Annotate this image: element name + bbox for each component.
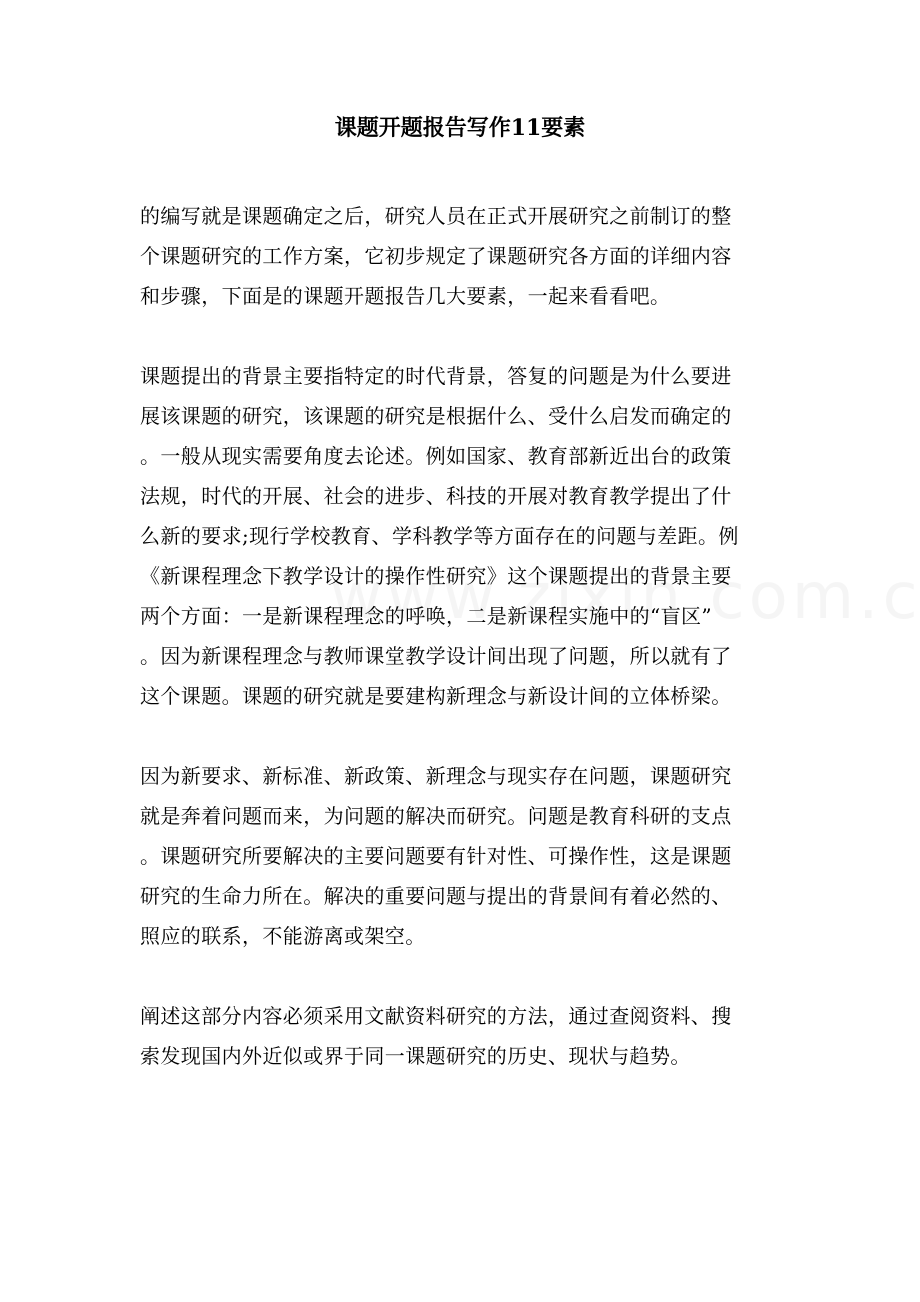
- text-line: 研究的生命力所在。解决的重要问题与提出的背景间有着必然的、: [140, 884, 732, 908]
- text-line: 课题提出的背景主要指特定的时代背景，答复的问题是为什么要进: [140, 364, 732, 388]
- document-body: [140, 196, 780, 1116]
- document-title: 课题开题报告写作11要素: [334, 115, 586, 141]
- text-line: 么新的要求;现行学校教育、学科教学等方面存在的问题与差距。例: [140, 524, 739, 548]
- text-line: 和步骤，下面是的课题开题报告几大要素，一起来看看吧。: [140, 284, 671, 308]
- paragraph-literature: [140, 996, 780, 1076]
- text-line: 《新课程理念下教学设计的操作性研究》这个课题提出的背景主要: [140, 564, 732, 588]
- text-line: 的编写就是课题确定之后，研究人员在正式开展研究之前制订的整: [140, 204, 732, 228]
- text-line: 阐述这部分内容必须采用文献资料研究的方法，通过查阅资料、搜: [140, 1004, 732, 1028]
- paragraph-intro: [140, 196, 780, 316]
- text-line: 法规，时代的开展、社会的进步、科技的开展对教育教学提出了什: [140, 484, 732, 508]
- text-line: 就是奔着问题而来，为问题的解决而研究。问题是教育科研的支点: [140, 804, 732, 828]
- paragraph-background: [140, 356, 780, 716]
- text-line: 两个方面：一是新课程理念的呼唤，二是新课程实施中的“盲区”: [140, 604, 713, 628]
- text-line: 因为新要求、新标准、新政策、新理念与现实存在问题，课题研究: [140, 764, 732, 788]
- text-line: 。一般从现实需要角度去论述。例如国家、教育部新近出台的政策: [140, 444, 732, 468]
- text-line: 个课题研究的工作方案，它初步规定了课题研究各方面的详细内容: [140, 244, 732, 268]
- text-line: 索发现国内外近似或界于同一课题研究的历史、现状与趋势。: [140, 1044, 691, 1068]
- text-line: 展该课题的研究，该课题的研究是根据什么、受什么启发而确定的: [140, 404, 732, 428]
- text-line: 。因为新课程理念与教师课堂教学设计间出现了问题，所以就有了: [140, 644, 732, 668]
- text-line: 照应的联系，不能游离或架空。: [140, 924, 426, 948]
- text-line: 。课题研究所要解决的主要问题要有针对性、可操作性，这是课题: [140, 844, 732, 868]
- text-line: 这个课题。课题的研究就是要建构新理念与新设计间的立体桥梁。: [140, 684, 732, 708]
- paragraph-problems: [140, 756, 780, 956]
